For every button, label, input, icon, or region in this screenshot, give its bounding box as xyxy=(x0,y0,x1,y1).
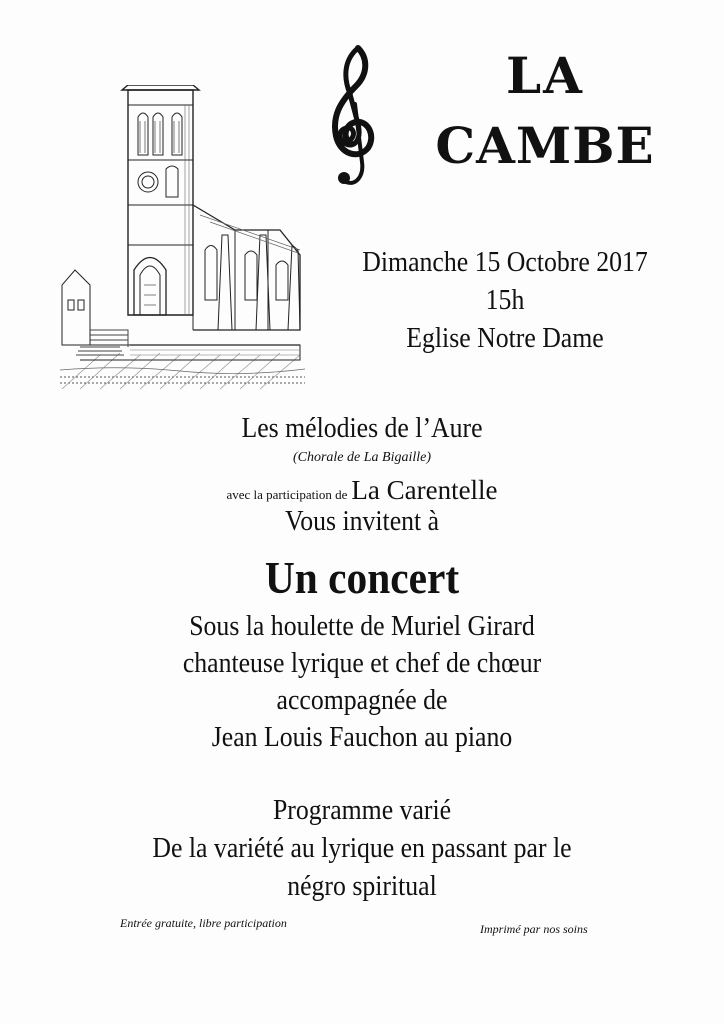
entry-note: Entrée gratuite, libre participation xyxy=(120,916,287,930)
printed-note: Imprimé par nos soins xyxy=(480,922,588,936)
pianist-line: Jean Louis Fauchon au piano xyxy=(211,722,513,753)
choir-name: Les mélodies de l’Aure xyxy=(241,413,483,444)
accompanied-line: accompagnée de xyxy=(276,685,448,716)
participation-name: La Carentelle xyxy=(351,475,498,505)
treble-clef-icon xyxy=(328,44,378,190)
choir-subtitle: (Chorale de La Bigaille) xyxy=(292,450,432,465)
event-date: Dimanche 15 Octobre 2017 xyxy=(362,247,648,278)
programme-description-line-1: De la variété au lyrique en passant par le xyxy=(152,833,572,864)
programme-heading: Programme varié xyxy=(272,795,452,826)
programme-description-line-2: négro spiritual xyxy=(287,871,437,902)
singer-role-line: chanteuse lyrique et chef de chœur xyxy=(182,648,542,679)
event-time: 15h xyxy=(485,285,525,316)
participation-prefix: avec la participation de xyxy=(226,487,348,502)
event-venue: Eglise Notre Dame xyxy=(406,323,604,354)
title-line-2: CAMBE xyxy=(435,116,655,175)
direction-line: Sous la houlette de Muriel Girard xyxy=(189,611,535,642)
title-line-1: LA xyxy=(506,46,584,105)
concert-title: Un concert xyxy=(264,552,460,603)
church-drawing xyxy=(60,85,305,390)
invite-line: Vous invitent à xyxy=(284,506,440,537)
